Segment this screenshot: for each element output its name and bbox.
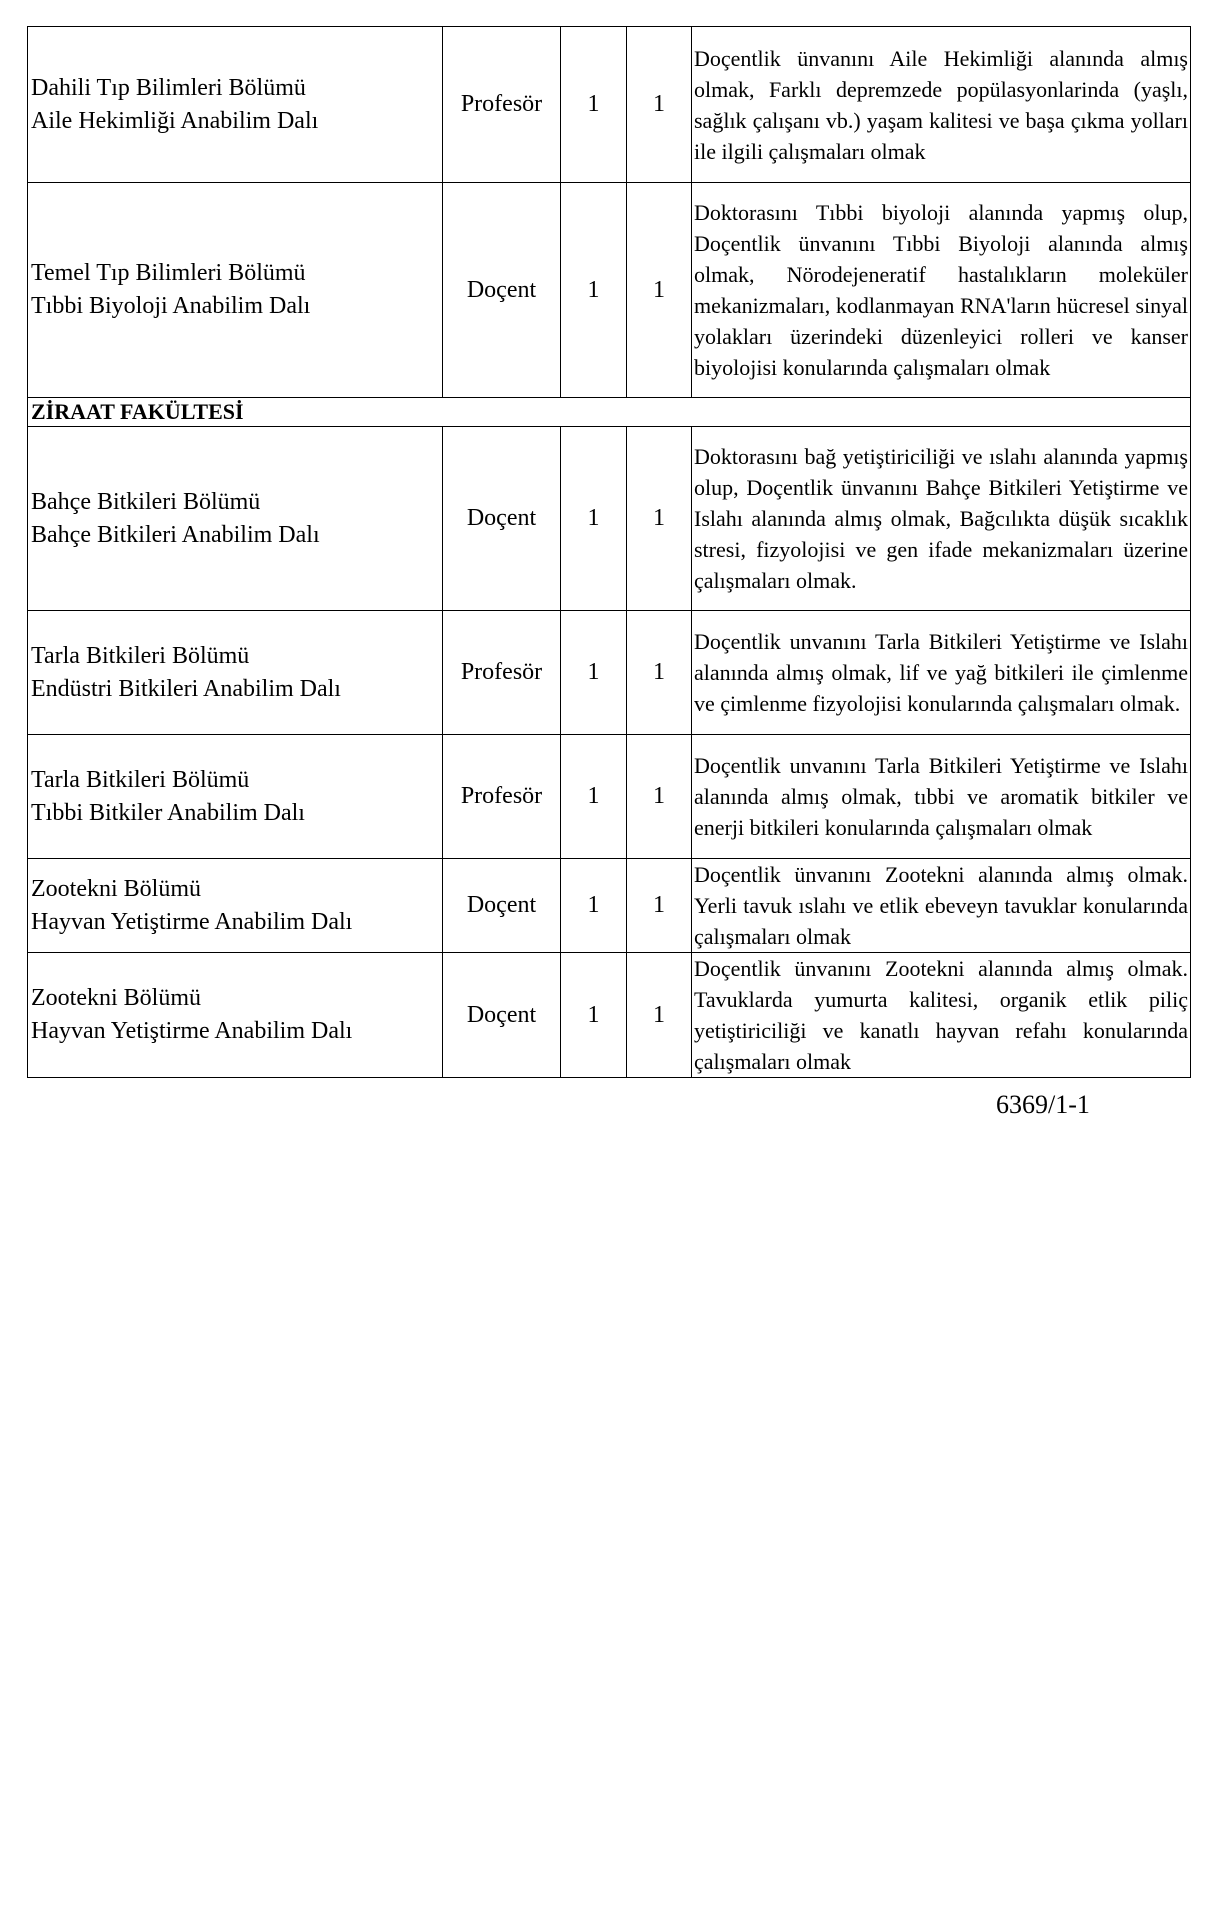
academic-title: Doçent bbox=[443, 859, 561, 953]
position-count: 1 bbox=[561, 735, 627, 859]
subdepartment-name: Aile Hekimliği Anabilim Dalı bbox=[31, 107, 319, 134]
faculty-heading: ZİRAAT FAKÜLTESİ bbox=[28, 398, 1191, 427]
department-name: Zootekni Bölümü bbox=[31, 875, 201, 902]
position-count: 1 bbox=[561, 859, 627, 953]
subdepartment-name: Hayvan Yetiştirme Anabilim Dalı bbox=[31, 908, 353, 935]
academic-title: Doçent bbox=[443, 183, 561, 398]
department-name: Dahili Tıp Bilimleri Bölümü bbox=[31, 74, 306, 101]
unit-cell bbox=[28, 611, 443, 735]
requirements-text: Doçentlik unvanını Tarla Bitkileri Yetiştirme ve Islahı alanında almış olmak, tıbbi ve aromatik bitkiler ve enerji bitkileri konularında çalışmaları olmak bbox=[692, 735, 1191, 859]
position-count: 1 bbox=[627, 183, 692, 398]
department-name: Bahçe Bitkileri Bölümü bbox=[31, 488, 261, 515]
requirements-text: Doçentlik ünvanını Aile Hekimliği alanında almış olmak, Farklı depremzede popülasyonlarinda (yaşlı, sağlık çalışanı vb.) yaşam kalitesi ve başa çıkma yolları ile ilgili çalışmaları olmak bbox=[692, 27, 1191, 183]
department-name: Zootekni Bölümü bbox=[31, 985, 201, 1011]
table-row bbox=[28, 427, 1191, 611]
table-row bbox=[28, 953, 1191, 1078]
position-count: 1 bbox=[627, 953, 692, 1078]
position-count: 1 bbox=[627, 611, 692, 735]
requirements-text: Doktorasını Tıbbi biyoloji alanında yapmış olup, Doçentlik ünvanını Tıbbi Biyoloji alanında almış olmak, Nörodejeneratif hastalıkların moleküler mekanizmaları, kodlanmayan RNA'ların hücresel sinyal yolakları üzerindeki düzenleyici rolleri ve kanser biyolojisi konularında çalışmaları olmak bbox=[692, 183, 1191, 398]
table-row bbox=[28, 27, 1191, 183]
position-count: 1 bbox=[561, 27, 627, 183]
faculty-header-row bbox=[28, 398, 1191, 427]
subdepartment-name: Tıbbi Bitkiler Anabilim Dalı bbox=[31, 799, 305, 826]
position-count: 1 bbox=[561, 953, 627, 1078]
table-row bbox=[28, 183, 1191, 398]
requirements-text: Doktorasını bağ yetiştiriciliği ve ıslahı alanında yapmış olup, Doçentlik ünvanını Bahçe Bitkileri Yetiştirme ve Islahı alanında almış olmak, Bağcılıkta düşük sıcaklık stresi, fizyolojisi ve gen ifade mekanizmaları üzerine çalışmaları olmak. bbox=[692, 427, 1191, 611]
subdepartment-name: Tıbbi Biyoloji Anabilim Dalı bbox=[31, 293, 311, 319]
table-row bbox=[28, 859, 1191, 953]
subdepartment-name: Endüstri Bitkileri Anabilim Dalı bbox=[31, 675, 341, 702]
unit-cell bbox=[28, 735, 443, 859]
unit-cell bbox=[28, 27, 443, 183]
position-count: 1 bbox=[627, 27, 692, 183]
position-count: 1 bbox=[561, 611, 627, 735]
unit-cell bbox=[28, 859, 443, 953]
requirements-text: Doçentlik ünvanını Zootekni alanında almış olmak. Yerli tavuk ıslahı ve etlik ebeveyn tavuklar konularında çalışmaları olmak bbox=[692, 859, 1191, 953]
table-row bbox=[28, 611, 1191, 735]
unit-cell bbox=[28, 183, 443, 398]
table-row bbox=[28, 735, 1191, 859]
position-count: 1 bbox=[561, 183, 627, 398]
department-name: Tarla Bitkileri Bölümü bbox=[31, 766, 250, 793]
position-count: 1 bbox=[627, 735, 692, 859]
academic-title: Doçent bbox=[443, 427, 561, 611]
positions-table bbox=[27, 26, 1191, 1078]
unit-cell bbox=[28, 953, 443, 1078]
position-count: 1 bbox=[561, 427, 627, 611]
position-count: 1 bbox=[627, 859, 692, 953]
academic-title: Profesör bbox=[443, 27, 561, 183]
academic-title: Profesör bbox=[443, 611, 561, 735]
document-code: 6369/1-1 bbox=[996, 1090, 1090, 1119]
subdepartment-name: Hayvan Yetiştirme Anabilim Dalı bbox=[31, 1018, 353, 1044]
position-count: 1 bbox=[627, 427, 692, 611]
academic-title: Profesör bbox=[443, 735, 561, 859]
academic-title: Doçent bbox=[443, 953, 561, 1078]
subdepartment-name: Bahçe Bitkileri Anabilim Dalı bbox=[31, 521, 320, 548]
requirements-text: Doçentlik unvanını Tarla Bitkileri Yetiştirme ve Islahı alanında almış olmak, lif ve yağ bitkileri ile çimlenme ve çimlenme fizyolojisi konularında çalışmaları olmak. bbox=[692, 611, 1191, 735]
unit-cell bbox=[28, 427, 443, 611]
requirements-text: Doçentlik ünvanını Zootekni alanında almış olmak. Tavuklarda yumurta kalitesi, organik etlik piliç yetiştiriciliği ve kanatlı hayvan refahı konularında çalışmaları olmak bbox=[692, 953, 1191, 1078]
department-name: Temel Tıp Bilimleri Bölümü bbox=[31, 260, 306, 286]
department-name: Tarla Bitkileri Bölümü bbox=[31, 642, 250, 669]
